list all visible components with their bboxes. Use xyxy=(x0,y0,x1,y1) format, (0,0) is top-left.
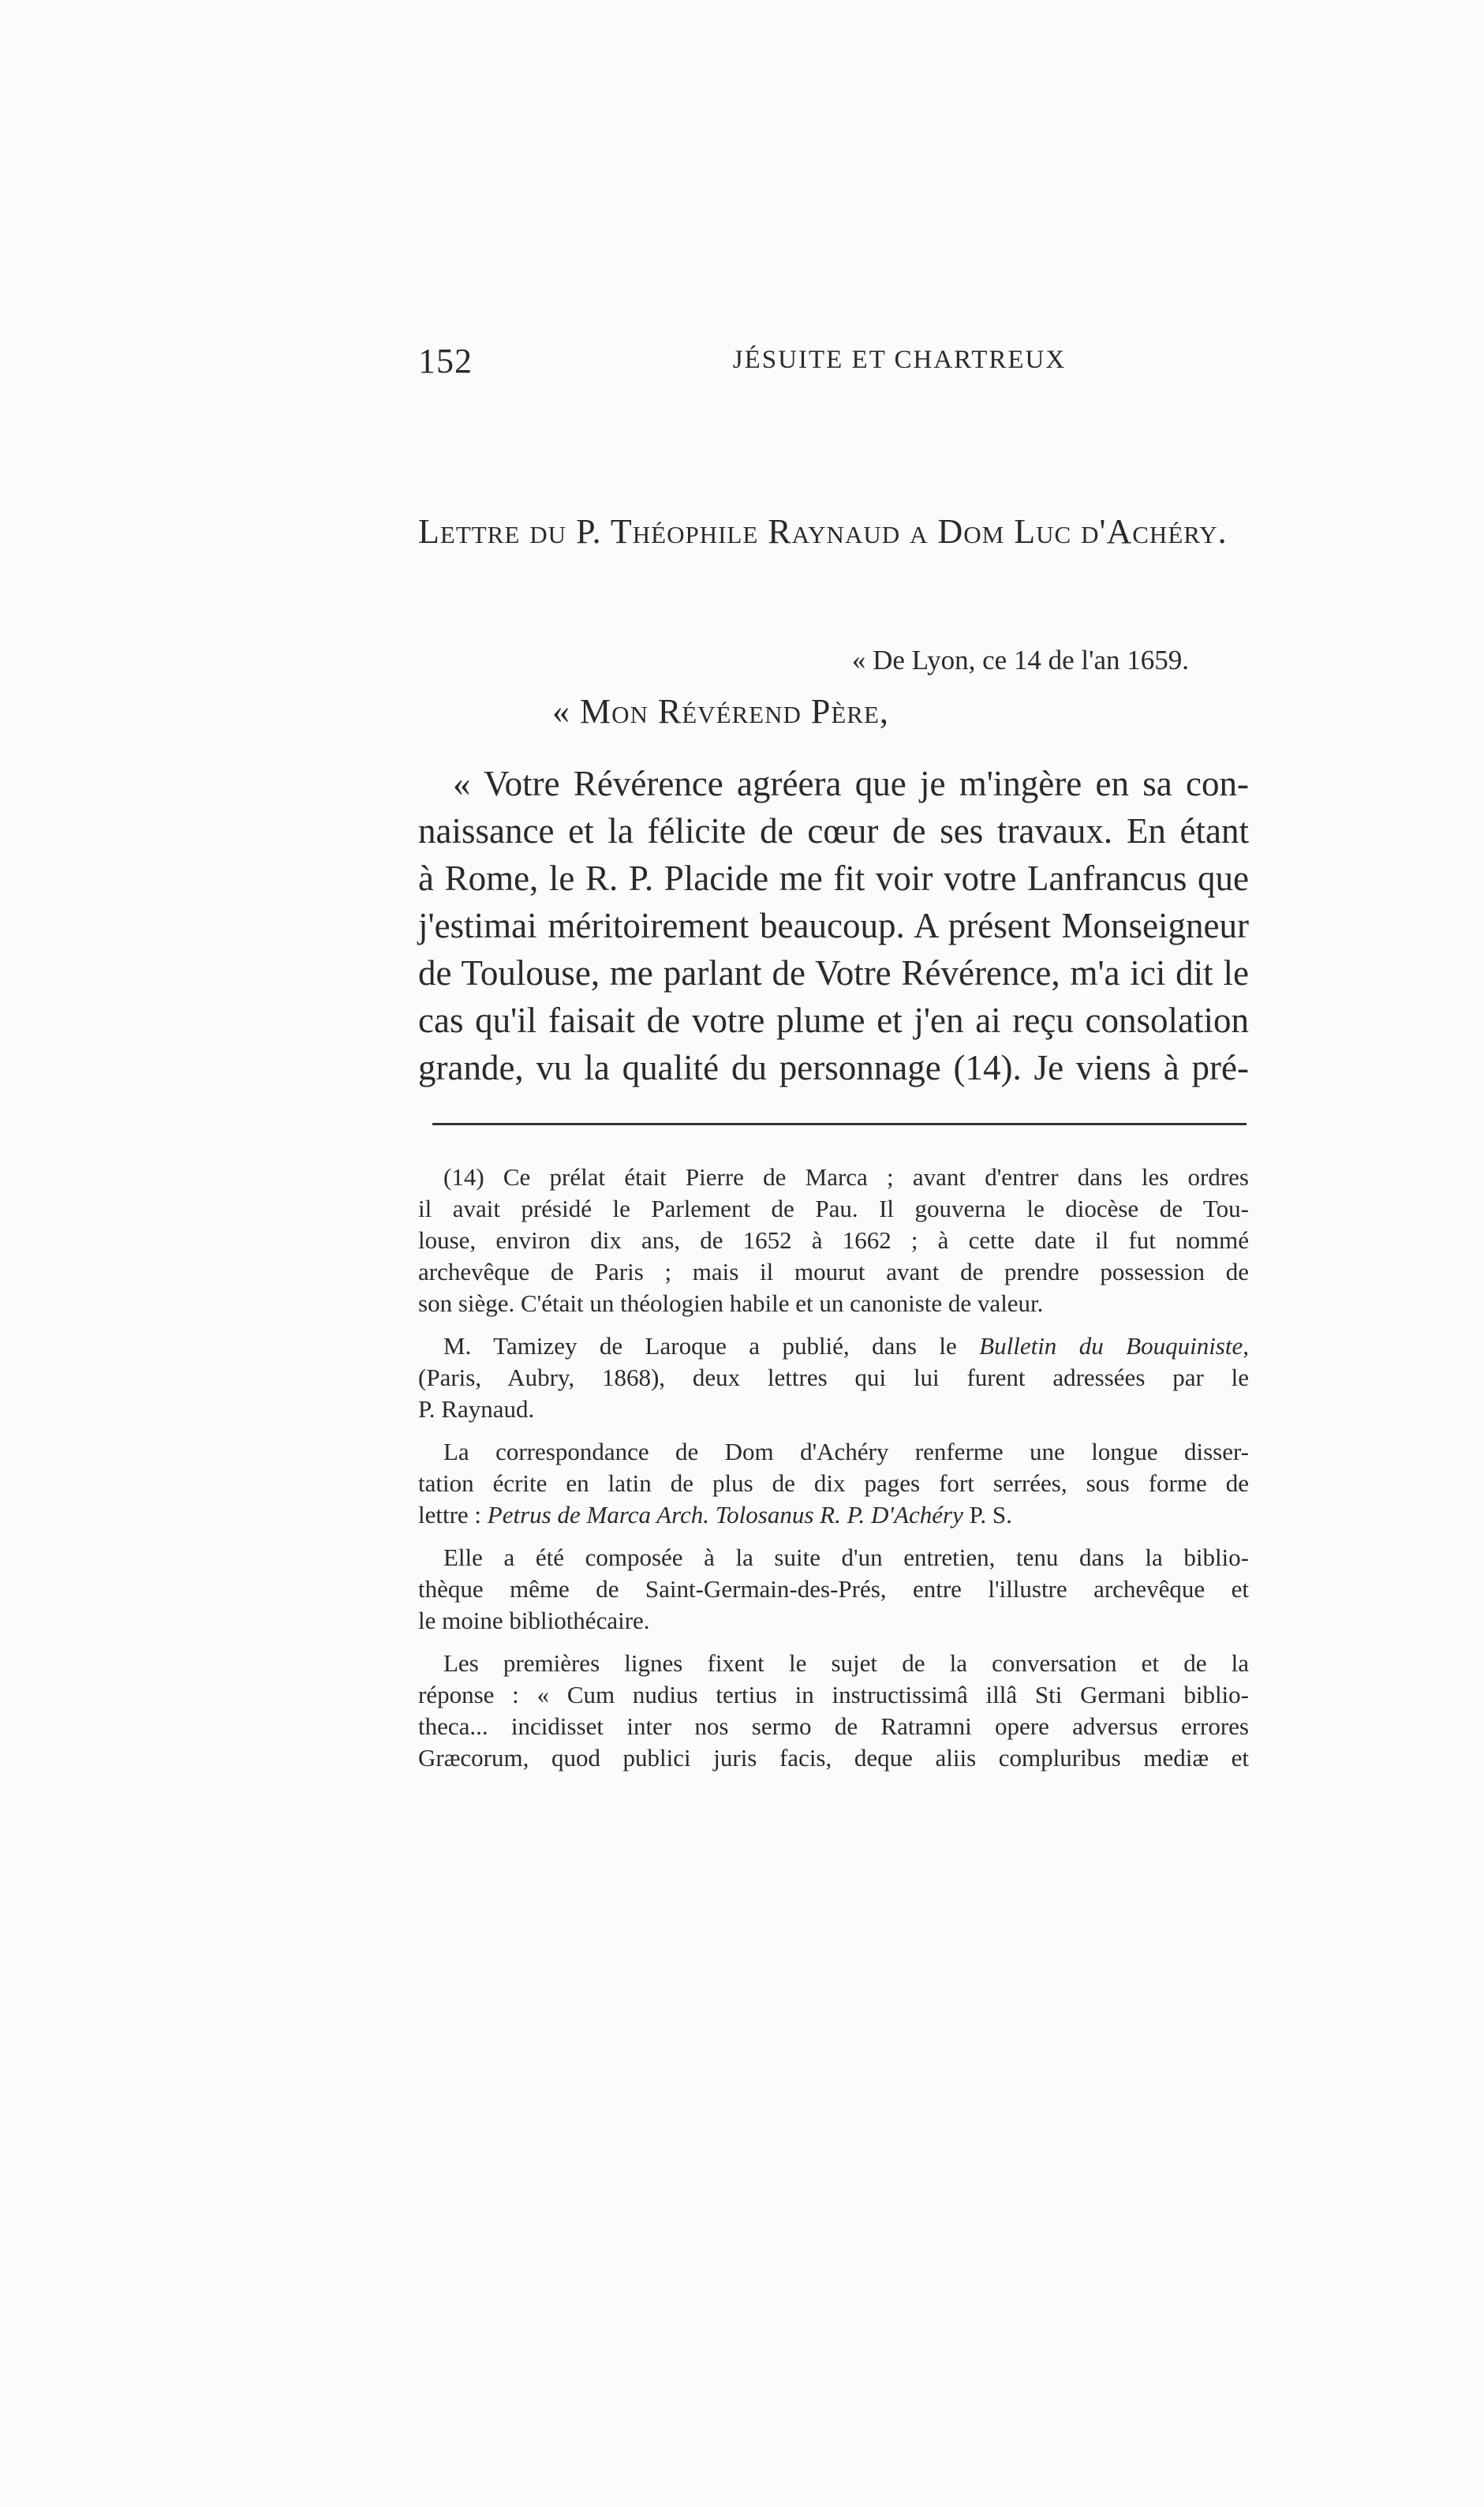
footnote-composee xyxy=(418,1542,1249,1637)
footnote-line: son siège. C'était un théologien habile et un canoniste de valeur. xyxy=(418,1289,1044,1317)
footnote-correspondance xyxy=(418,1436,1249,1531)
page-number: 152 xyxy=(418,342,473,380)
footnote-line: La correspondance de Dom d'Achéry renferme une longue disser- xyxy=(443,1438,1249,1465)
footnote-tamizey xyxy=(418,1330,1249,1425)
footnote-line: louse, environ dix ans, de 1652 à 1662 ; à cette date il fut nommé xyxy=(418,1226,1249,1254)
body-line: « Votre Révérence agréera que je m'ingère en sa con- xyxy=(453,764,1249,803)
footnote-line: Elle a été composée à la suite d'un entretien, tenu dans la biblio- xyxy=(443,1543,1249,1571)
body-line: à Rome, le R. P. Placide me fit voir votre Lanfrancus que xyxy=(418,859,1249,898)
running-head xyxy=(418,341,1247,388)
running-title: JÉSUITE ET CHARTREUX xyxy=(732,346,1067,374)
letter-dateline: « De Lyon, ce 14 de l'an 1659. xyxy=(851,645,1189,675)
footnote-line: il avait présidé le Parlement de Pau. Il gouverna le diocèse de Tou- xyxy=(418,1195,1249,1222)
footnote-text: P. S. xyxy=(963,1501,1012,1529)
letter-title-latin: Petrus de Marca Arch. Tolosanus R. P. D'Achéry xyxy=(487,1501,963,1529)
footnote-line: thèque même de Saint-Germain-des-Prés, entre l'illustre archevêque et xyxy=(418,1575,1249,1603)
footnote-line xyxy=(418,1499,1249,1531)
footnote-14 xyxy=(418,1162,1249,1319)
body-line: cas qu'il faisait de votre plume et j'en ai reçu consolation xyxy=(418,1001,1249,1040)
body-line: de Toulouse, me parlant de Votre Révérence, m'a ici dit le xyxy=(418,953,1249,993)
footnote-divider xyxy=(432,1123,1247,1125)
body-line: j'estimai méritoirement beaucoup. A présent Monseigneur xyxy=(418,906,1249,945)
bulletin-title: Bulletin du Bouquiniste, xyxy=(979,1332,1249,1360)
footnote-line: P. Raynaud. xyxy=(418,1395,535,1423)
letter-salutation: « Mon Révérend Père, xyxy=(552,692,889,731)
letter-heading: Lettre du P. Théophile Raynaud a Dom Luc d'Achéry. xyxy=(418,512,1228,551)
body-line: naissance et la félicite de cœur de ses travaux. En étant xyxy=(418,811,1249,851)
footnote-line: tation écrite en latin de plus de dix pages fort serrées, sous forme de xyxy=(418,1469,1249,1497)
body-line: grande, vu la qualité du personnage (14). Je viens à pré- xyxy=(418,1048,1249,1087)
letter-body xyxy=(418,760,1249,1091)
footnote-text: M. Tamizey de Laroque a publié, dans le xyxy=(443,1332,980,1360)
footnote-line: le moine bibliothécaire. xyxy=(418,1607,650,1634)
footnote-line: (Paris, Aubry, 1868), deux lettres qui lui furent adressées par le xyxy=(418,1364,1249,1391)
footnote-line: réponse : « Cum nudius tertius in instructissimâ illâ Sti Germani biblio- xyxy=(418,1681,1249,1708)
footnote-line: archevêque de Paris ; mais il mourut avant de prendre possession de xyxy=(418,1258,1249,1285)
footnote-line: (14) Ce prélat était Pierre de Marca ; avant d'entrer dans les ordres xyxy=(443,1163,1249,1191)
footnotes xyxy=(418,1162,1249,1785)
footnote-line: theca... incidisset inter nos sermo de Ratramni opere adversus errores xyxy=(418,1712,1249,1740)
footnote-premieres xyxy=(418,1648,1249,1774)
footnote-line: Græcorum, quod publici juris facis, deque aliis compluribus mediæ et xyxy=(418,1744,1249,1772)
footnote-text: lettre : xyxy=(418,1501,488,1529)
footnote-line xyxy=(418,1330,1249,1362)
footnote-line: Les premières lignes fixent le sujet de la conversation et de la xyxy=(443,1649,1249,1677)
